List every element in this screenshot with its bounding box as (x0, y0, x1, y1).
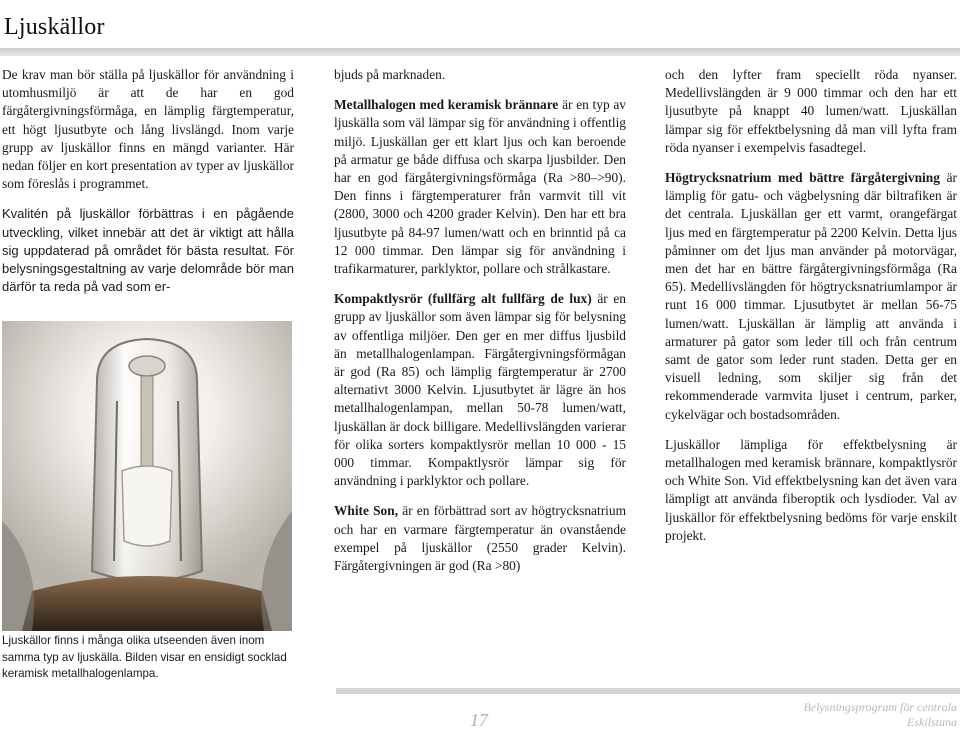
high-pressure-sodium-paragraph (665, 169, 957, 424)
white-son-heading: White Son, (334, 503, 399, 519)
ceramic-metal-halide-lamp-image (2, 321, 292, 631)
intro-paragraph: De krav man bör ställa på ljuskällor för användning i utomhusmiljö är att de har en god färgåtergivningsförmåga, en lämplig färgtemperatur, ett högt ljusutbyte och lång livslängd. Inom varje grupp av ljuskällor finns en mängd varianter. Här nedan följer en kort presentation av typer av ljuskällor som föreslås i programmet. (2, 67, 294, 192)
metal-halide-text: är en typ av ljuskälla som väl lämpar sig för användning i offentlig miljö. Ljuskällan ger ett klart ljus och kan beroende på armatur ge både diffusa och skarpa ljusbilder. Den har en god färgåtergivningsförmåga (Ra >80–>90). Den finns i färgtemperaturer från varmvit till vit (2800, 3000 och 4200 grader Kelvin). Den har ett bra ljusutbyte på 84-97 lumen/watt och en brinntid på ca 12 000 timmar. Den lämpar sig för användning i trafikarmaturer, parklyktor, pollare och strålkastare. (334, 97, 626, 277)
column-1 (2, 66, 294, 308)
effect-lighting-paragraph: Ljuskällor lämpliga för effektbelysning är metallhalogen med keramisk brännare, kompaktlysrör och White Son. Vid effektbelysning kan det även vara lämpligt att använda fiberoptik och lysdioder. Val av ljuskällor för effektbelysning bedöms för varje enskilt projekt. (665, 436, 957, 543)
lamp-photo (2, 321, 292, 631)
footer-rule (336, 688, 960, 694)
page-number: 17 (470, 710, 488, 730)
metal-halide-paragraph (334, 96, 626, 278)
column-2 (334, 66, 626, 587)
compact-fluorescent-paragraph (334, 290, 626, 490)
footer-text: Belysningsprogram för centrala Eskilstuna (803, 700, 957, 729)
column-3 (665, 66, 957, 557)
photo-caption: Ljuskällor finns i många olika utseenden även inom samma typ av ljuskälla. Bilden visar en ensidigt socklad keramisk metallhalogenlampa. (2, 634, 287, 680)
header-rule (0, 48, 960, 56)
compact-fluorescent-heading: Kompaktlysrör (fullfärg alt fullfärg de lux) (334, 291, 592, 307)
high-pressure-sodium-text: är lämplig för gatu- och vägbelysning där biltrafiken är det centrala. Ljuskällan ger ett varmt, orangefärgat ljus med en färgtemperatur på 2200 Kelvin. Detta ljus påminner om det ljus man använder på motorvägar, men det har en bättre färgåtergivningsförmåga (Ra 65). Medellivslängden för högtrycksnatriumlampor är runt 16 000 timmar. Ljusutbytet är mellan 56-75 lumen/watt. Ljuskällan är lämplig att använda i armaturer på gator som leder till och från centrum samt de gator som leder runt staden. Detta ger en visuell ledning, som skiljer sig från det rekommenderade varmvita ljuset i centrum, parker, cykelvägar och bostadsområden. (665, 170, 957, 422)
metal-halide-heading: Metallhalogen med keramisk brännare (334, 97, 559, 113)
high-pressure-sodium-heading: Högtrycksnatrium med bättre färgåtergivning (665, 170, 940, 186)
quality-paragraph: Kvalitén på ljuskällor förbättras i en pågående utveckling, vilket innebär att det är viktigt att hålla sig uppdaterad på området för bästa resultat. För belysningsgestaltning av varje delområde bör man därför ta reda på vad som er- (2, 206, 294, 295)
white-son-paragraph (334, 502, 626, 575)
white-son-continued-paragraph: och den lyfter fram speciellt röda nyanser. Medellivslängden är 9 000 timmar och den har ett ljusutbyte på knappt 40 lumen/watt. Ljuskällan lämpar sig för effektbelysning då man vill lyfta fram röda nyanser i exempelvis fasadtegel. (665, 67, 957, 155)
continued-paragraph: bjuds på marknaden. (334, 67, 446, 82)
compact-fluorescent-text: är en grupp av ljuskällor som även lämpar sig för belysning av offentliga miljöer. Den ger en mer diffus ljusbild än metallhalogenlampan. Färgåtergivningsförmågan är god (Ra 85) och lämplig färgtemperatur är 2700 alternativt 3000 Kelvin. Ljusutbytet är lägre än hos metallhalogenlampan, mellan 50-78 lumen/watt, ljuskällan är dock billigare. Medellivslängden varierar för olika sorters kompaktlysrör mellan 10 000 - 15 000 timmar. Kompaktlysrör lämpar sig för användning i parklyktor och pollare. (334, 291, 626, 489)
page-title: Ljuskällor (4, 14, 105, 40)
white-son-text: är en förbättrad sort av högtrycksnatrium och har en varmare färgtemperatur än ovanstående exempel på ljuskällor (2550 grader Kelvin). Färgåtergivningen är god (Ra >80) (334, 503, 627, 574)
